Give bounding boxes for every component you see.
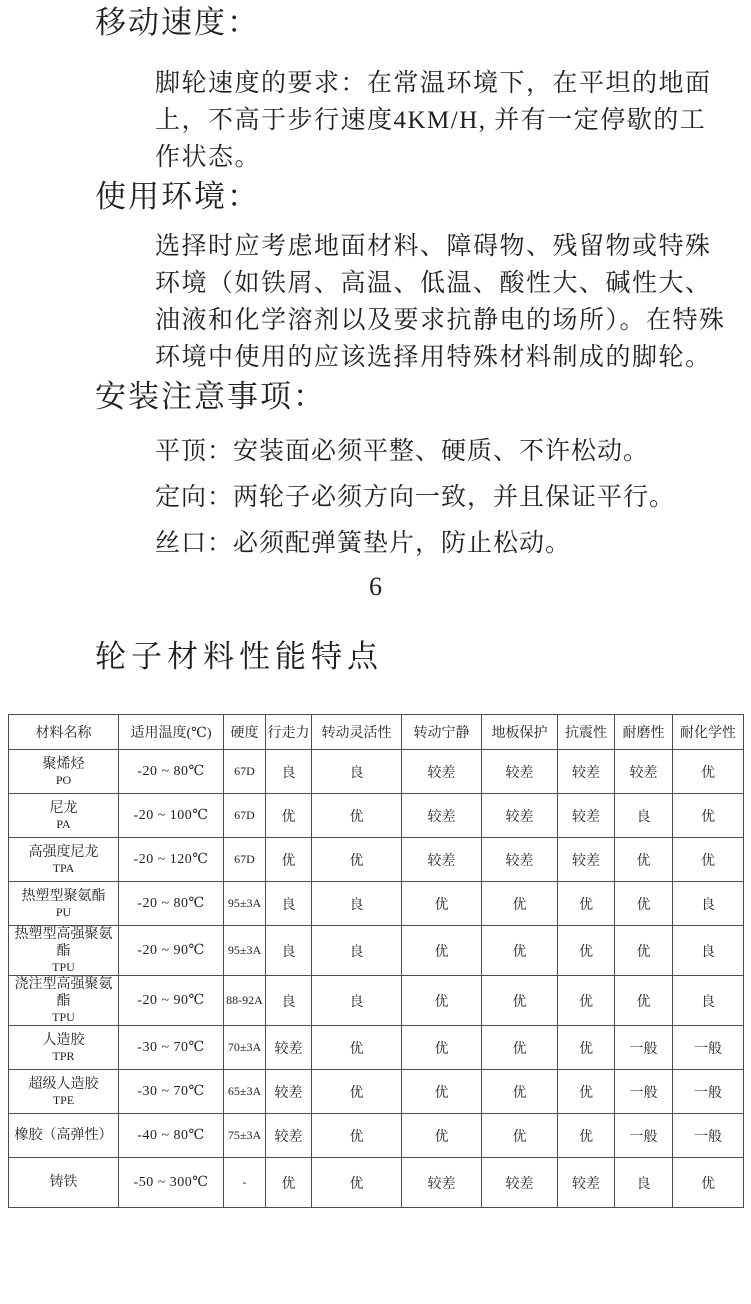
rating-cell: 优 bbox=[312, 838, 402, 882]
material-name: 铸铁 bbox=[49, 1175, 78, 1190]
material-code: TPR bbox=[52, 1048, 75, 1063]
rating-cell: 良 bbox=[673, 926, 744, 976]
heading-usage-environment: 使用环境： bbox=[95, 179, 260, 214]
rating-cell: 较差 bbox=[266, 1114, 312, 1158]
section-install-notes bbox=[0, 376, 751, 561]
rating-cell: 良 bbox=[266, 750, 312, 794]
material-name-cell bbox=[9, 882, 119, 926]
temperature-cell: -20 ~ 80℃ bbox=[119, 882, 224, 926]
rating-cell: 优 bbox=[402, 1070, 482, 1114]
rating-cell: 较差 bbox=[266, 1026, 312, 1070]
hardness-cell: 65±3A bbox=[224, 1070, 266, 1114]
material-code: TPA bbox=[52, 860, 75, 875]
rating-cell: 优 bbox=[482, 926, 558, 976]
rating-cell: 良 bbox=[266, 926, 312, 976]
temperature-cell: -20 ~ 90℃ bbox=[119, 926, 224, 976]
temperature-cell: -40 ~ 80℃ bbox=[119, 1114, 224, 1158]
temperature-cell: -20 ~ 120℃ bbox=[119, 838, 224, 882]
rating-cell: 优 bbox=[558, 926, 615, 976]
temperature-cell: -30 ~ 70℃ bbox=[119, 1070, 224, 1114]
table-row bbox=[9, 926, 744, 976]
table-title: 轮子材料性能特点 bbox=[95, 639, 383, 674]
material-name: 尼龙 bbox=[49, 800, 78, 816]
rating-cell: 优 bbox=[558, 976, 615, 1026]
rating-cell: 良 bbox=[615, 794, 673, 838]
rating-cell: 优 bbox=[558, 1114, 615, 1158]
material-name: 橡胶（高弹性） bbox=[14, 1128, 113, 1143]
rating-cell: 良 bbox=[266, 976, 312, 1026]
material-name-cell bbox=[9, 976, 119, 1026]
rating-cell: 优 bbox=[266, 838, 312, 882]
rating-cell: 良 bbox=[312, 882, 402, 926]
rating-cell: 较差 bbox=[482, 838, 558, 882]
rating-cell: 一般 bbox=[673, 1026, 744, 1070]
hardness-cell: 67D bbox=[224, 794, 266, 838]
temperature-cell: -20 ~ 80℃ bbox=[119, 750, 224, 794]
rating-cell: 优 bbox=[312, 1026, 402, 1070]
table-row bbox=[9, 1114, 744, 1158]
install-note-fixed: 定向：两轮子必须方向一致，并且保证平行。 bbox=[155, 484, 676, 511]
rating-cell: 良 bbox=[673, 976, 744, 1026]
rating-cell: 优 bbox=[402, 882, 482, 926]
table-row bbox=[9, 976, 744, 1026]
table-row bbox=[9, 1026, 744, 1070]
rating-cell: 较差 bbox=[482, 794, 558, 838]
rating-cell: 一般 bbox=[673, 1114, 744, 1158]
hardness-cell: - bbox=[224, 1158, 266, 1208]
column-header: 转动灵活性 bbox=[312, 715, 402, 750]
rating-cell: 优 bbox=[482, 1070, 558, 1114]
materials-table-body bbox=[9, 750, 744, 1208]
material-name: 超级人造胶 bbox=[28, 1076, 99, 1092]
rating-cell: 较差 bbox=[558, 794, 615, 838]
material-name-cell bbox=[9, 1114, 119, 1158]
column-header: 转动宁静 bbox=[402, 715, 482, 750]
section-usage-environment bbox=[0, 176, 751, 376]
material-name-cell bbox=[9, 1158, 119, 1208]
rating-cell: 优 bbox=[615, 976, 673, 1026]
temperature-cell: -50 ~ 300℃ bbox=[119, 1158, 224, 1208]
rating-cell: 优 bbox=[558, 1070, 615, 1114]
hardness-cell: 67D bbox=[224, 838, 266, 882]
hardness-cell: 67D bbox=[224, 750, 266, 794]
material-code: PA bbox=[56, 816, 71, 831]
material-name-cell bbox=[9, 794, 119, 838]
rating-cell: 优 bbox=[615, 926, 673, 976]
material-name: 热塑型高强聚氨酯 bbox=[14, 927, 113, 959]
temperature-cell: -20 ~ 100℃ bbox=[119, 794, 224, 838]
rating-cell: 较差 bbox=[558, 838, 615, 882]
material-name-cell bbox=[9, 1026, 119, 1070]
rating-cell: 优 bbox=[482, 976, 558, 1026]
material-name: 浇注型高强聚氨酯 bbox=[14, 977, 113, 1009]
material-code: TPU bbox=[52, 1010, 75, 1024]
rating-cell: 优 bbox=[558, 1026, 615, 1070]
material-code: TPU bbox=[52, 960, 75, 974]
rating-cell: 优 bbox=[482, 1114, 558, 1158]
rating-cell: 优 bbox=[673, 794, 744, 838]
rating-cell: 优 bbox=[402, 926, 482, 976]
rating-cell: 较差 bbox=[402, 1158, 482, 1208]
hardness-cell: 95±3A bbox=[224, 882, 266, 926]
rating-cell: 优 bbox=[482, 882, 558, 926]
rating-cell: 优 bbox=[312, 1114, 402, 1158]
column-header: 行走力 bbox=[266, 715, 312, 750]
table-row bbox=[9, 1158, 744, 1208]
install-note-flat-top: 平顶：安装面必须平整、硬质、不许松动。 bbox=[155, 438, 650, 465]
rating-cell: 较差 bbox=[558, 750, 615, 794]
table-row bbox=[9, 794, 744, 838]
section-moving-speed bbox=[0, 2, 751, 176]
rating-cell: 优 bbox=[312, 794, 402, 838]
material-name-cell bbox=[9, 750, 119, 794]
rating-cell: 良 bbox=[312, 976, 402, 1026]
temperature-cell: -20 ~ 90℃ bbox=[119, 976, 224, 1026]
rating-cell: 优 bbox=[402, 1026, 482, 1070]
hardness-cell: 75±3A bbox=[224, 1114, 266, 1158]
rating-cell: 良 bbox=[266, 882, 312, 926]
material-name-cell bbox=[9, 838, 119, 882]
install-note-threaded: 丝口：必须配弹簧垫片，防止松动。 bbox=[155, 530, 572, 557]
rating-cell: 良 bbox=[312, 750, 402, 794]
rating-cell: 优 bbox=[673, 1158, 744, 1208]
column-header: 硬度 bbox=[224, 715, 266, 750]
materials-table-header bbox=[9, 715, 744, 750]
rating-cell: 优 bbox=[558, 882, 615, 926]
material-name-cell bbox=[9, 1070, 119, 1114]
rating-cell: 优 bbox=[673, 750, 744, 794]
rating-cell: 优 bbox=[615, 838, 673, 882]
rating-cell: 优 bbox=[266, 794, 312, 838]
rating-cell: 良 bbox=[312, 926, 402, 976]
rating-cell: 较差 bbox=[615, 750, 673, 794]
rating-cell: 较差 bbox=[266, 1070, 312, 1114]
rating-cell: 一般 bbox=[673, 1070, 744, 1114]
material-name: 人造胶 bbox=[42, 1032, 85, 1048]
table-row bbox=[9, 1070, 744, 1114]
rating-cell: 较差 bbox=[482, 1158, 558, 1208]
column-header: 耐磨性 bbox=[615, 715, 673, 750]
rating-cell: 一般 bbox=[615, 1114, 673, 1158]
rating-cell: 优 bbox=[312, 1070, 402, 1114]
material-code: PU bbox=[55, 904, 72, 919]
material-code: TPE bbox=[52, 1092, 75, 1107]
material-name: 聚烯烃 bbox=[42, 756, 85, 772]
header-row bbox=[9, 715, 744, 750]
rating-cell: 优 bbox=[615, 882, 673, 926]
table-row bbox=[9, 838, 744, 882]
page-number: 6 bbox=[369, 572, 382, 601]
rating-cell: 优 bbox=[673, 838, 744, 882]
hardness-cell: 70±3A bbox=[224, 1026, 266, 1070]
heading-install-notes: 安装注意事项： bbox=[95, 379, 326, 414]
column-header: 抗震性 bbox=[558, 715, 615, 750]
rating-cell: 一般 bbox=[615, 1026, 673, 1070]
rating-cell: 良 bbox=[615, 1158, 673, 1208]
column-header: 地板保护 bbox=[482, 715, 558, 750]
column-header: 材料名称 bbox=[9, 715, 119, 750]
moving-speed-paragraph: 脚轮速度的要求：在常温环境下，在平坦的地面上，不高于步行速度4KM/H, 并有一定停歇的工作状态。 bbox=[155, 70, 712, 171]
heading-moving-speed: 移动速度： bbox=[95, 5, 260, 40]
rating-cell: 较差 bbox=[402, 750, 482, 794]
rating-cell: 优 bbox=[402, 976, 482, 1026]
material-name: 热塑型聚氨酯 bbox=[21, 888, 106, 904]
table-row bbox=[9, 750, 744, 794]
usage-environment-paragraph: 选择时应考虑地面材料、障碍物、残留物或特殊环境（如铁屑、高温、低温、酸性大、碱性大、油液和化学溶剂以及要求抗静电的场所）。在特殊环境中使用的应该选择用特殊材料制成的脚轮。 bbox=[155, 233, 726, 371]
rating-cell: 优 bbox=[482, 1026, 558, 1070]
column-header: 适用温度(℃) bbox=[119, 715, 224, 750]
rating-cell: 较差 bbox=[482, 750, 558, 794]
rating-cell: 较差 bbox=[402, 794, 482, 838]
rating-cell: 优 bbox=[266, 1158, 312, 1208]
rating-cell: 良 bbox=[673, 882, 744, 926]
hardness-cell: 95±3A bbox=[224, 926, 266, 976]
rating-cell: 一般 bbox=[615, 1070, 673, 1114]
table-row bbox=[9, 882, 744, 926]
material-name: 高强度尼龙 bbox=[28, 844, 99, 860]
hardness-cell: 88-92A bbox=[224, 976, 266, 1026]
materials-table bbox=[8, 714, 744, 1208]
temperature-cell: -30 ~ 70℃ bbox=[119, 1026, 224, 1070]
rating-cell: 较差 bbox=[402, 838, 482, 882]
material-name-cell bbox=[9, 926, 119, 976]
rating-cell: 优 bbox=[402, 1114, 482, 1158]
rating-cell: 优 bbox=[312, 1158, 402, 1208]
material-code: PO bbox=[55, 772, 72, 787]
rating-cell: 较差 bbox=[558, 1158, 615, 1208]
column-header: 耐化学性 bbox=[673, 715, 744, 750]
